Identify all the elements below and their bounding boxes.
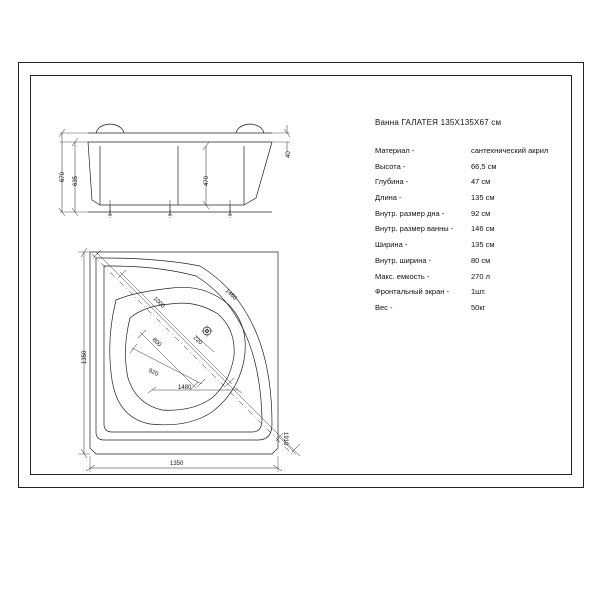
- spec-title: Ванна ГАЛАТЕЯ 135Х135Х67 см: [375, 118, 502, 127]
- spec-row-value: 270 л: [471, 271, 490, 281]
- dim-rim-40: 40: [286, 151, 292, 158]
- spec-row: [375, 273, 575, 281]
- spec-row-label: Глубина -: [375, 177, 409, 187]
- spec-row-label: Внутр. размер ванны -: [375, 224, 454, 234]
- dim-1480: 1480: [178, 385, 192, 391]
- spec-row: [375, 210, 575, 218]
- spec-row-value: 80 см: [471, 255, 491, 265]
- spec-row: [375, 288, 575, 296]
- dim-diag-1460: 1460: [223, 288, 238, 302]
- elevation-view: [59, 124, 290, 220]
- spec-row-label: Фронтальный экран -: [375, 287, 449, 297]
- dim-plan-bottom-1350: 1350: [170, 461, 184, 467]
- spec-row-value: 1шт.: [471, 287, 486, 297]
- spec-row-value: 92 см: [471, 208, 491, 218]
- spec-row: [375, 304, 575, 312]
- spec-row-label: Вес -: [375, 302, 393, 312]
- spec-row-value: 146 см: [471, 224, 495, 234]
- spec-row-value: 50кг: [471, 302, 486, 312]
- spec-rows: [375, 147, 575, 311]
- spec-row: [375, 194, 575, 202]
- spec-row-value: 135 см: [471, 240, 495, 250]
- spec-row-label: Внутр. ширина -: [375, 255, 432, 265]
- dim-diag-920: 920: [147, 368, 159, 378]
- spec-row-value: 135 см: [471, 193, 495, 203]
- spec-row: [375, 225, 575, 233]
- spec-row-value: 47 см: [471, 177, 491, 187]
- spec-row: [375, 178, 575, 186]
- spec-row-label: Внутр. размер дна -: [375, 208, 445, 218]
- spec-row-value: сантехнический акрил: [471, 146, 549, 155]
- spec-row: [375, 147, 575, 155]
- spec-row: [375, 257, 575, 265]
- dim-1910: 1910: [282, 432, 288, 446]
- specification-block: [375, 119, 575, 320]
- spec-row-label: Ширина -: [375, 240, 408, 250]
- dim-plan-left-1350: 1350: [82, 350, 88, 364]
- plan-view: [78, 248, 300, 472]
- spec-row: [375, 163, 575, 171]
- dim-diag-800: 800: [150, 337, 163, 349]
- spec-row-label: Высота -: [375, 161, 406, 171]
- spec-row: [375, 241, 575, 249]
- spec-row-label: Длина -: [375, 193, 402, 203]
- dim-depth-470: 470: [204, 175, 210, 186]
- spec-row-label: Материал -: [375, 146, 415, 155]
- dim-height-670: 670: [60, 171, 66, 182]
- dim-220: 220: [191, 335, 204, 347]
- spec-row-value: 66,5 см: [471, 161, 497, 171]
- dim-diag-1000: 1000: [151, 296, 166, 310]
- spec-row-label: Макс. емкость -: [375, 271, 430, 281]
- dim-height-635: 635: [73, 175, 79, 186]
